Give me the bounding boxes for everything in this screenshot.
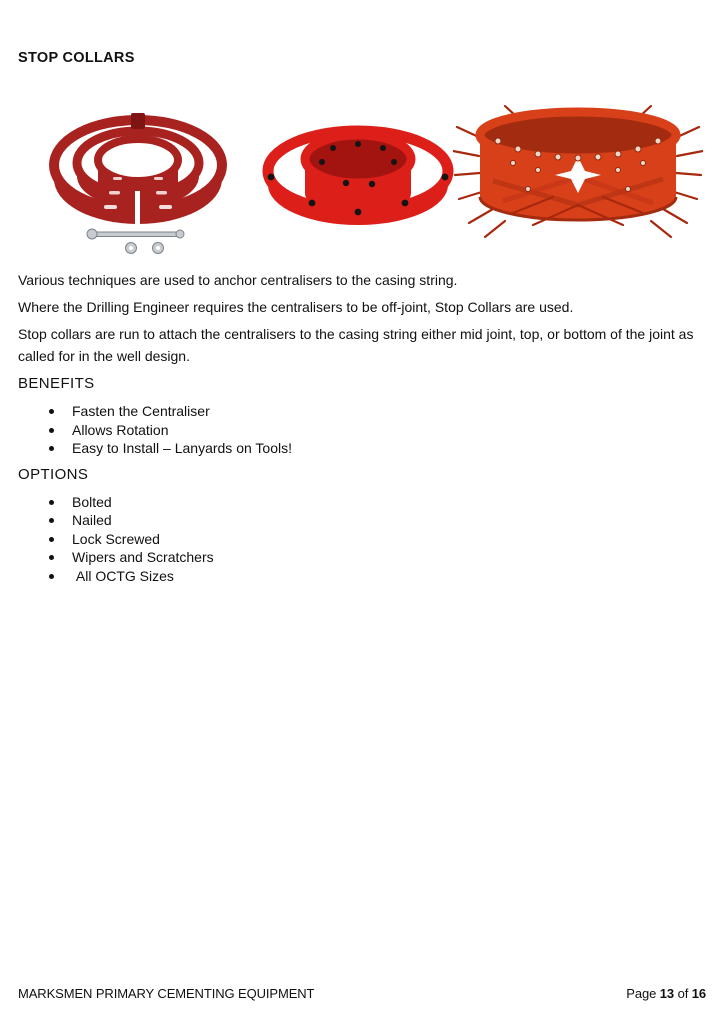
collar-body xyxy=(480,112,676,220)
footer-page-indicator xyxy=(626,986,706,1002)
list-item: All OCTG Sizes xyxy=(72,567,706,586)
bolt-hardware xyxy=(87,229,184,254)
footer-page-label: Page xyxy=(626,986,657,1001)
product-images-row xyxy=(18,101,706,267)
page-title: STOP COLLARS xyxy=(18,50,135,66)
list-item: Easy to Install – Lanyards on Tools! xyxy=(72,439,706,458)
page-footer xyxy=(18,986,706,1002)
list-item: Fasten the Centraliser xyxy=(72,402,706,421)
options-list xyxy=(18,493,706,586)
list-item: Wipers and Scratchers xyxy=(72,548,706,567)
benefits-list xyxy=(18,402,706,458)
list-item: Bolted xyxy=(72,493,706,512)
inner-collar xyxy=(305,135,411,217)
list-item: Allows Rotation xyxy=(72,421,706,440)
list-item: Nailed xyxy=(72,511,706,530)
stop-collar-scratcher-image xyxy=(453,101,703,249)
collar-rings xyxy=(54,113,222,227)
list-item: Lock Screwed xyxy=(72,530,706,549)
benefits-heading: BENEFITS xyxy=(18,375,95,392)
footer-page-total: 16 xyxy=(691,986,706,1001)
footer-document-title: MARKSMEN PRIMARY CEMENTING EQUIPMENT xyxy=(18,986,315,1001)
options-heading: OPTIONS xyxy=(18,465,89,483)
footer-of-label: of xyxy=(677,986,689,1001)
paragraph-off-joint: Where the Drilling Engineer requires the centralisers to be off-joint, Stop Collars are used. xyxy=(18,299,574,315)
stop-collar-set-screw-image xyxy=(258,115,458,243)
paragraph-run-position: Stop collars are run to attach the centralisers to the casing string either mid joint, top, or bottom of the joint as called for in the well design. xyxy=(18,326,694,364)
paragraph-anchor-techniques: Various techniques are used to anchor centralisers to the casing string. xyxy=(18,272,458,288)
stop-collar-hinged-set-image xyxy=(38,105,238,257)
footer-page-number: 13 xyxy=(659,986,675,1001)
